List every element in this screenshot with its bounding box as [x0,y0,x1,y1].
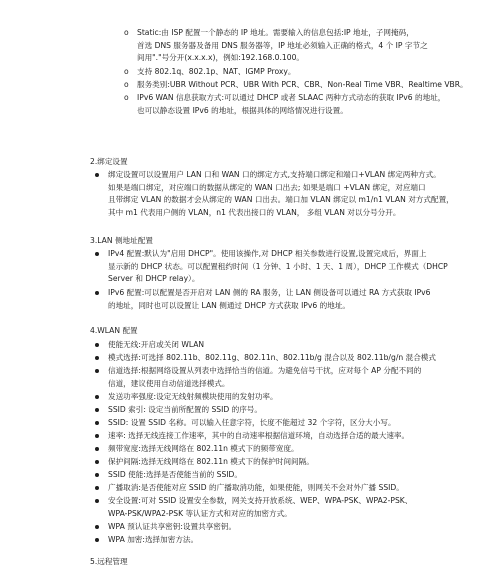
section-heading: 5.远程管理 [90,557,128,566]
text-line: 首选 DNS 服务器及备用 DNS 服务器等，IP 地址必须输入正确的格式，4 个 IP 字节之 [137,40,428,50]
bullet-icon [95,252,99,256]
list-item [108,482,438,495]
list-item [108,391,438,404]
list-item [108,495,438,520]
list-item [108,430,438,443]
list-item [108,534,438,547]
bullet-icon [95,369,99,373]
text-line: 安全设置:可对 SSID 设置安全参数，网关支持开放系统、WEP、WPA-PSK、WPA2-PSK、 [108,496,413,505]
text-line: 间用"."号分开(x.x.x.x)，例如:192.168.0.100。 [137,53,304,63]
bullet-icon [95,291,99,295]
bullet-icon [95,343,99,347]
text-line: 的地址，同时也可以设置让 LAN 侧通过 DHCP 方式获取 IPv6 的地址。 [108,300,350,310]
bullet-icon [95,421,99,425]
list-marker: o [124,93,129,102]
text-line: Static:由 ISP 配置一个静态的 IP 地址。需要输入的信息包括:IP 地址，子网掩码， [137,28,414,37]
text-line: 保护间隔:选择无线网络在 802.11n 模式下的保护时间间隔。 [108,457,314,466]
list-item [108,248,448,286]
text-line: IPv4 配置:默认为"启用 DHCP"。使用该操作,对 DHCP 相关参数进行设置,设置完成后，界面上 [108,249,427,258]
bullet-icon [95,173,99,177]
text-line: 服务类别:UBR Without PCR、UBR With PCR、CBR、Non-Real Time VBR、Realtime VBR。 [137,80,468,89]
bullet-icon [95,499,99,503]
text-line: SSID: 设置 SSID 名称。可以输入任意字符，长度不能超过 32 个字符，区分大小写。 [108,418,396,427]
text-line: 显示新的 DHCP 状态。可以配置租约时间（1 分钟、1 小时、1 天、1 周），DHCP 工作模式（DHCP [108,261,448,271]
list-item [108,365,438,390]
text-line: 且带绑定 VLAN 的数据才会从绑定的 WAN 口出去。端口加 VLAN 绑定以 m1/n1 VLAN 对方式配置， [108,195,454,205]
list-item [108,417,438,430]
text-line: 支持 802.1q、802.1p、NAT、IGMP Proxy。 [137,67,296,76]
list-item [108,404,438,417]
text-line: Server 和 DHCP relay）。 [108,274,200,284]
bullet-icon [95,538,99,542]
bullet-icon [95,408,99,412]
list-marker: o [124,28,129,37]
list-marker: o [124,80,129,89]
list-marker: o [124,67,129,76]
text-line: 其中 m1 代表用户侧的 VLAN，n1 代表出接口的 VLAN， 多组 VLAN 对以分号分开。 [108,207,401,217]
list-item [108,521,438,534]
bullet-icon [95,460,99,464]
list-item [124,79,468,92]
text-line: IPv6 配置:可以配置是否开启对 LAN 侧的 RA 服务，让 LAN 侧设备可以通过 RA 方式获取 IPv6 [108,288,431,297]
list-item [124,92,446,117]
text-line: WPA 预认证共享密钥:设置共享密钥。 [108,522,237,531]
text-line: 发送功率强度:设定无线射频模块使用的发射功率。 [108,392,278,401]
text-line: 绑定设置可以设置用户 LAN 口和 WAN 口的绑定方式,支持端口绑定和端口+VLAN 绑定两种方式。 [108,170,441,179]
text-line: SSID 索引: 设定当前所配置的 SSID 的序号。 [108,405,262,414]
text-line: 广播取消:是否使能对应 SSID 的广播取消功能，如果使能，则网关不会对外广播 SSID。 [108,483,404,492]
list-item [108,169,454,219]
bullet-icon [95,486,99,490]
list-item [124,27,437,65]
text-line: WPA-PSK/WPA2-PSK 等认证方式和对应的加密方式。 [108,508,292,518]
bullet-icon [95,473,99,477]
text-line: 速率: 选择无线连接工作速率，其中的自动速率根据信道环境，自动选择合适的最大速率。 [108,431,410,440]
bullet-icon [95,395,99,399]
text-line: WPA 加密:选择加密方法。 [108,535,199,544]
text-line: IPv6 WAN 信息获取方式:可以通过 DHCP 或者 SLAAC 两种方式动态的获取 IPv6 的地址， [137,93,446,102]
bullet-icon [95,434,99,438]
text-line: 使能无线:开启或关闭 WLAN [108,340,205,349]
section-heading: 4.WLAN 配置 [90,326,138,335]
text-line: 如果是端口绑定，对应端口的数据从绑定的 WAN 口出去; 如果是端口 +VLAN 绑定，对应端口 [108,182,426,192]
text-line: 信道选择:根据网络设置从列表中选择恰当的信道。为避免信号干扰，应对每个 AP 分配不同的 [108,366,422,375]
text-line: 频带宽度:选择无线网络在 802.11n 模式下的频带宽度。 [108,444,299,453]
bullet-icon [95,525,99,529]
list-item [108,443,438,456]
text-line: 也可以静态设置 IPv6 的地址，根据具体的网络情况进行设置。 [137,105,348,115]
list-item [108,456,438,469]
list-item [108,352,438,365]
text-line: 模式选择:可选择 802.11b、802.11g、802.11n、802.11b/g 混合以及 802.11b/g/n 混合模式 [108,353,436,362]
list-item [108,469,438,482]
bullet-icon [95,447,99,451]
list-item [108,287,438,312]
text-line: SSID 使能:选择是否使能当前的 SSID。 [108,470,242,479]
list-item [108,339,438,352]
section-heading: 3.LAN 侧地址配置 [90,236,153,245]
text-line: 信道，建议使用自动信道选择模式。 [108,378,230,388]
bullet-icon [95,356,99,360]
section-heading: 2.绑定设置 [90,157,128,166]
list-item [124,66,437,79]
